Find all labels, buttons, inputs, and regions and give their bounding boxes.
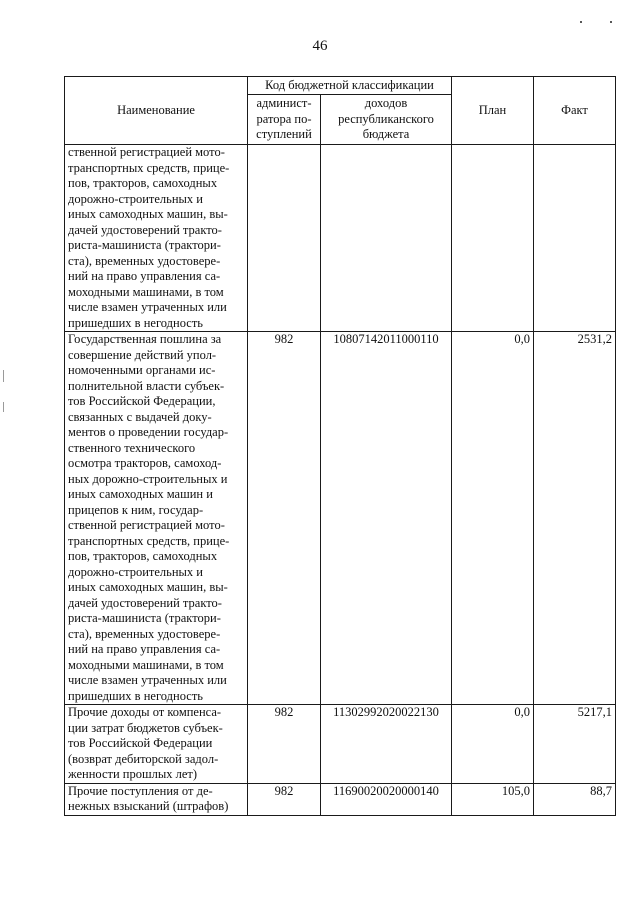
row-admin-code [248,145,321,332]
row-admin-code: 982 [248,783,321,815]
row-revenue-code [321,145,452,332]
row-name-line: Государственная пошлина за [68,332,222,346]
row-name-line: связанных с выдачей доку- [68,409,212,424]
row-name-line: номоченными органами ис- [68,363,216,377]
row-name-line: ственного технического [68,440,196,455]
scan-margin-mark [3,370,4,382]
table-row [65,783,616,815]
row-name-line: ста), временных удостовере- [68,626,221,641]
row-name-line: ста), временных удостовере- [68,253,221,268]
row-revenue-code: 10807142011000110 [321,332,452,705]
row-revenue-code: 11302992020022130 [321,705,452,784]
table-row [65,332,616,705]
row-name-line: ментов о проведении государ- [68,425,229,439]
row-name-line: совершение действий упол- [68,347,217,362]
row-name [65,783,248,815]
row-name-line: ных дорожно-строительных и [68,471,228,486]
header-name: Наименование [65,77,248,145]
row-name [65,145,248,332]
row-name-line: Прочие доходы от компенса- [68,705,222,719]
header-revenue-line: бюджета [362,127,410,142]
header-admin-line: ступлений [256,127,312,142]
budget-revenue-table [64,76,616,816]
row-name-line: пришедших в негодность [68,688,203,703]
row-plan: 105,0 [452,783,534,815]
page-number: 46 [312,38,328,54]
row-name-line: ственной регистрацией мото- [68,518,225,532]
row-name-line: риста-машиниста (трактори- [68,238,221,252]
scan-speck [610,21,612,23]
header-admin-code [248,95,321,145]
row-name-line: ственной регистрацией мото- [68,145,225,159]
row-name-line: моходными машинами, в том [68,657,224,672]
row-name [65,332,248,705]
row-revenue-code: 11690020020000140 [321,783,452,815]
scan-margin-mark [3,402,4,412]
scan-speck [580,21,582,23]
header-budget-code: Код бюджетной классификации [248,77,452,95]
row-name-line: моходными машинами, в том [68,284,224,299]
row-name [65,705,248,784]
row-name-line: тов Российской Федерации [68,736,213,750]
row-name-line: пов, тракторов, самоходных [68,176,218,190]
row-name-line: ний на право управления са- [68,642,221,656]
row-name-line: полнительной власти субъек- [68,378,225,393]
row-name-line: числе взамен утраченных или [68,673,227,687]
row-plan: 0,0 [452,332,534,705]
row-name-line: риста-машиниста (трактори- [68,611,221,625]
row-fact: 5217,1 [534,705,616,784]
row-name-line: иных самоходных машин, вы- [68,207,228,221]
row-name-line: (возврат дебиторской задол- [68,751,219,766]
row-name-line: ний на право управления са- [68,269,221,283]
row-name-line: женности прошлых лет) [68,767,198,781]
row-name-line: транспортных средств, прице- [68,160,230,175]
row-name-line: осмотра тракторов, самоход- [68,456,222,470]
table-row [65,705,616,784]
row-plan: 0,0 [452,705,534,784]
row-name-line: пришедших в негодность [68,315,203,330]
row-plan [452,145,534,332]
row-admin-code: 982 [248,705,321,784]
row-name-line: ции затрат бюджетов субъек- [68,720,223,735]
header-revenue-code [321,95,452,145]
header-row-top [65,77,616,95]
row-name-line: числе взамен утраченных или [68,300,227,314]
header-admin-line: админист- [256,96,312,111]
row-name-line: Прочие поступления от де- [68,783,213,798]
header-revenue-line: республиканского [338,111,434,126]
row-name-line: дорожно-строительных и [68,564,203,579]
row-name-line: прицепов к ним, государ- [68,502,204,517]
row-name-line: пов, тракторов, самоходных [68,549,218,563]
row-name-line: дорожно-строительных и [68,191,203,206]
row-name-line: дачей удостоверений тракто- [68,595,222,610]
row-fact: 88,7 [534,783,616,815]
row-fact [534,145,616,332]
row-name-line: иных самоходных машин, вы- [68,580,228,594]
row-name-line: нежных взысканий (штрафов) [68,799,229,813]
row-name-line: дачей удостоверений тракто- [68,222,222,237]
header-revenue-line: доходов [364,96,408,111]
header-fact: Факт [534,77,616,145]
row-admin-code: 982 [248,332,321,705]
row-name-line: тов Российской Федерации, [68,394,216,408]
row-name-line: иных самоходных машин и [68,487,213,501]
row-name-line: транспортных средств, прице- [68,533,230,548]
row-fact: 2531,2 [534,332,616,705]
header-plan: План [452,77,534,145]
table-row [65,145,616,332]
header-admin-line: ратора по- [256,111,312,126]
